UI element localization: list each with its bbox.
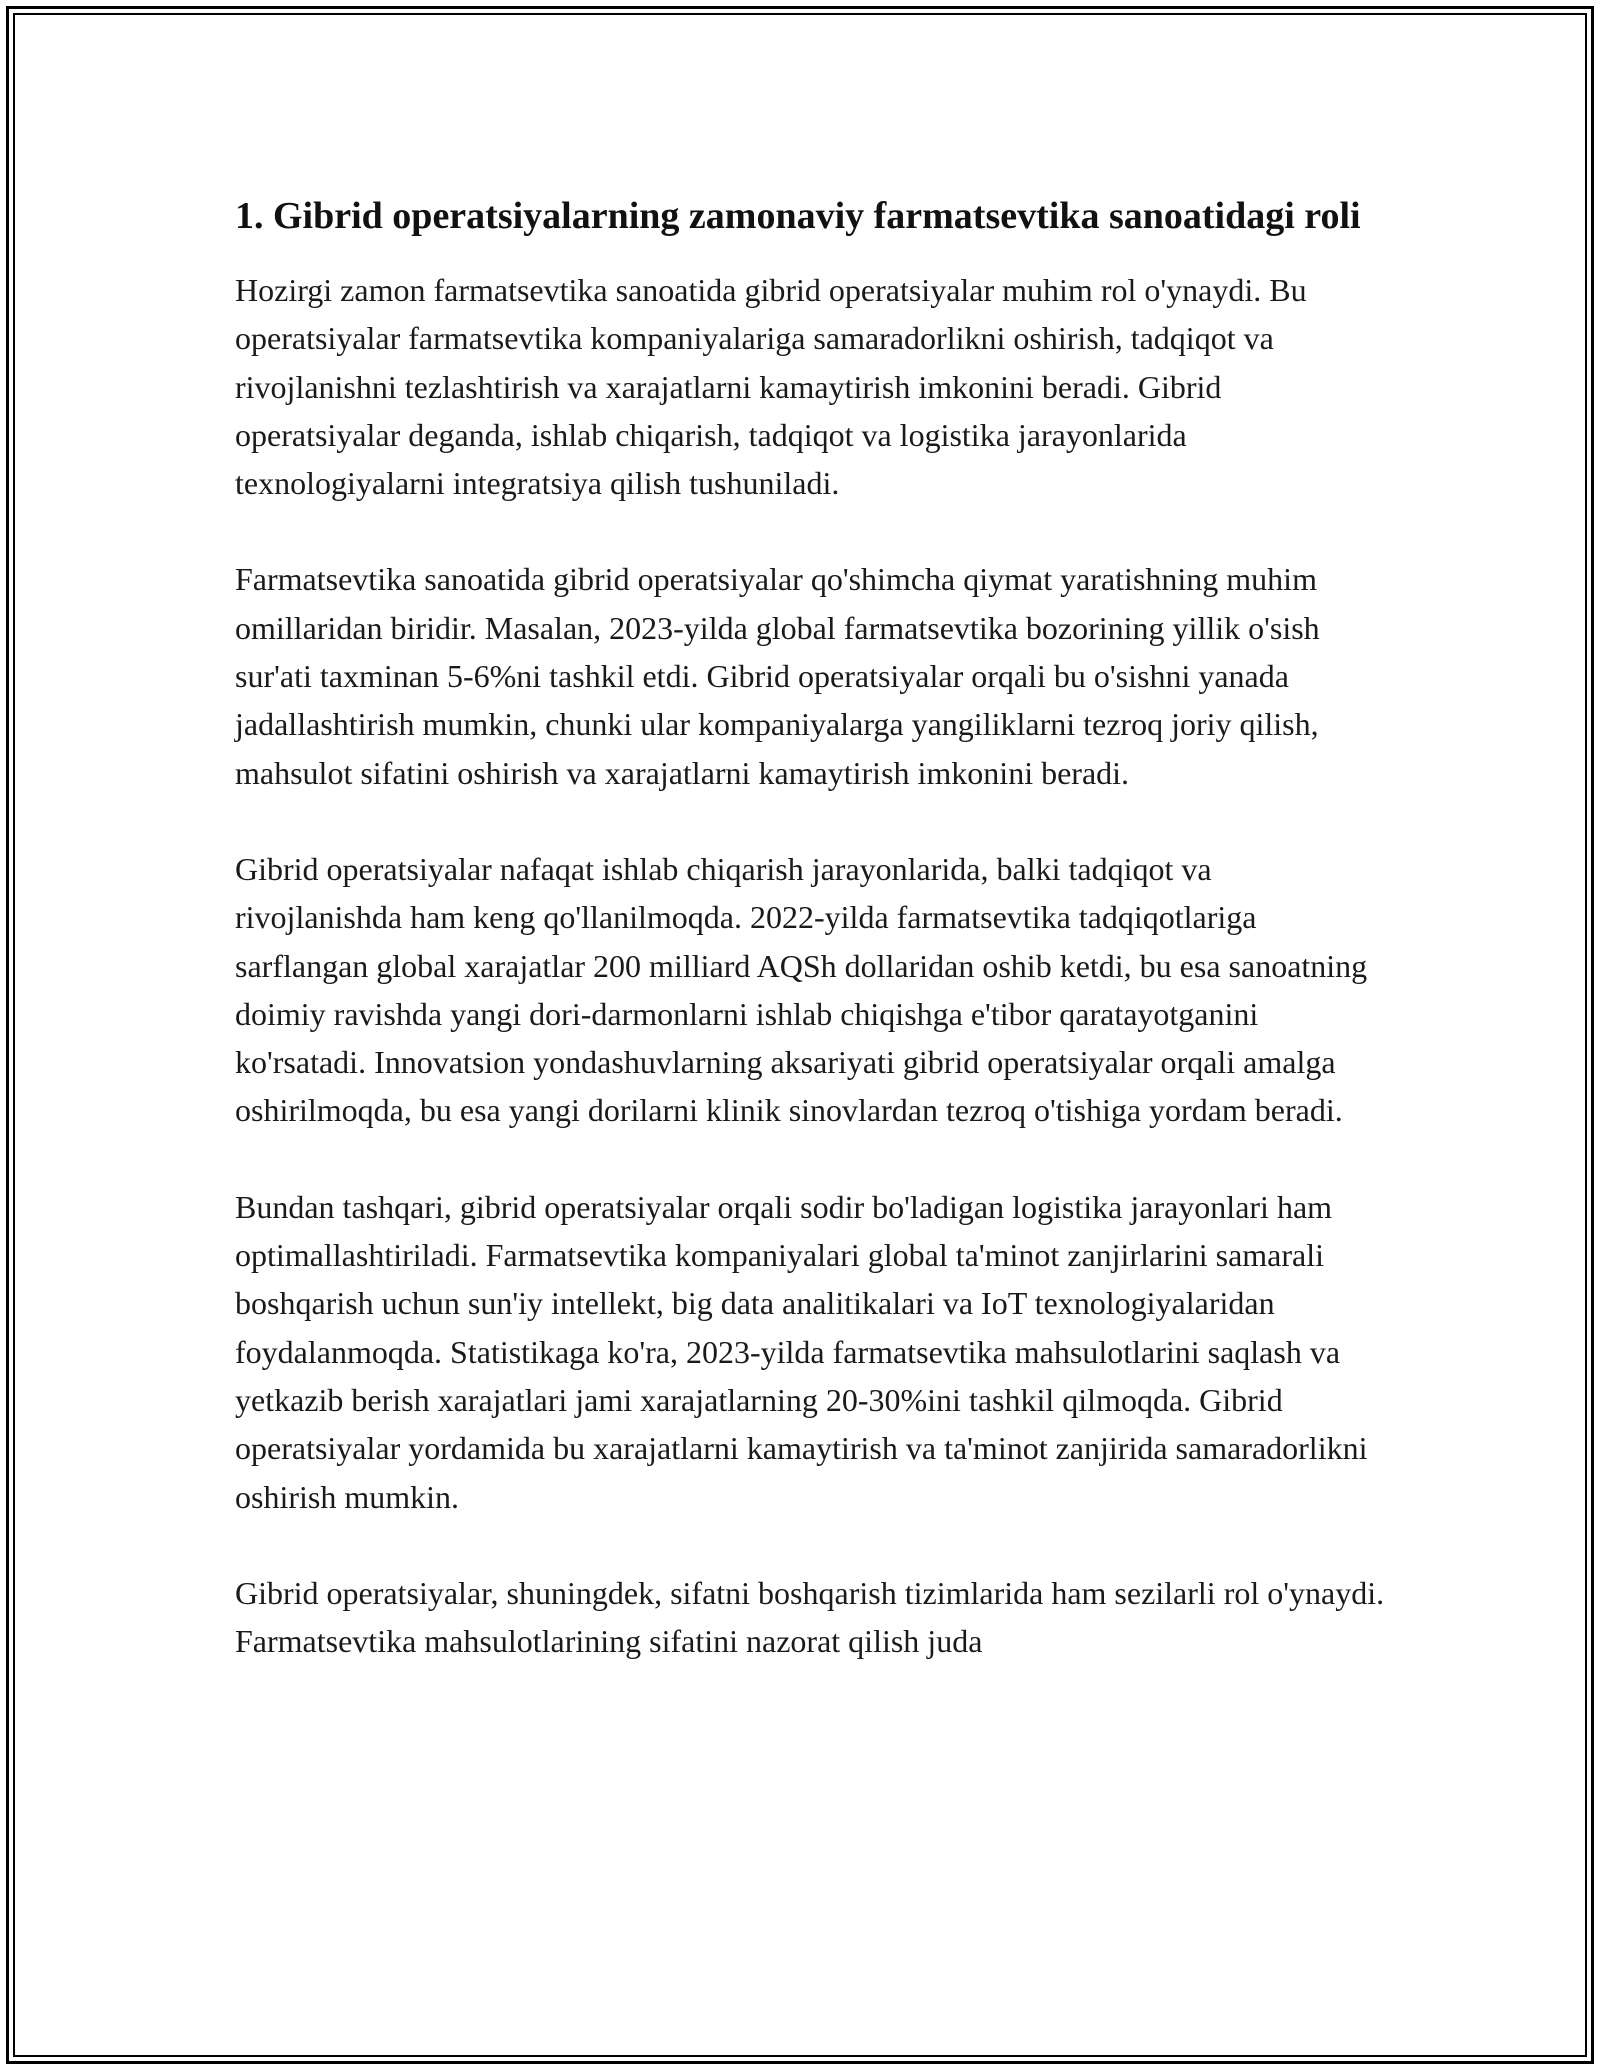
paragraph-5: Gibrid operatsiyalar, shuningdek, sifatni boshqarish tizimlarida ham sezilarli rol o'ynaydi. Farmatsevtika mahsulotlarining sifatini nazorat qilish juda <box>235 1574 1385 1660</box>
paragraph-3: Gibrid operatsiyalar nafaqat ishlab chiqarish jarayonlarida, balki tadqiqot va rivojlanishda ham keng qo'llanilmoqda. 2022-yilda farmatsevtika tadqiqotlariga sarflangan global xarajatlar 200 milliard AQSh dollaridan oshib ketdi, bu esa sanoatning doimiy ravishda yangi dori-darmonlarni ishlab chiqishga e'tibor qaratayotganini ko'rsatadi. Innovatsion yondashuvlarning aksariyati gibrid operatsiyalar orqali amalga oshirilmoqda, bu esa yangi dorilarni klinik sinovlardan tezroq o'tishiga yordam beradi. <box>235 850 1368 1129</box>
section-title: 1. Gibrid operatsiyalarning zamonaviy farmatsevtika sanoatidagi roli <box>235 195 1361 237</box>
paragraph-1: Hozirgi zamon farmatsevtika sanoatida gibrid operatsiyalar muhim rol o'ynaydi. Bu operatsiyalar farmatsevtika kompaniyalariga samaradorlikni oshirish, tadqiqot va rivojlanishni tezlashtirish va xarajatlarni kamaytirish imkonini beradi. Gibrid operatsiyalar deganda, ishlab chiqarish, tadqiqot va logistika jarayonlarida texnologiyalarni integratsiya qilish tushuniladi. <box>235 272 1307 502</box>
document-body <box>235 188 1385 1713</box>
paragraph-2: Farmatsevtika sanoatida gibrid operatsiyalar qo'shimcha qiymat yaratishning muhim omillaridan biridir. Masalan, 2023-yilda global farmatsevtika bozorining yillik o'sish sur'ati taxminan 5-6%ni tashkil etdi. Gibrid operatsiyalar orqali bu o'sishni yanada jadallashtirish mumkin, chunki ular kompaniyalarga yangiliklarni tezroq joriy qilish, mahsulot sifatini oshirish va xarajatlarni kamaytirish imkonini beradi. <box>235 561 1320 791</box>
paragraph-4: Bundan tashqari, gibrid operatsiyalar orqali sodir bo'ladigan logistika jarayonlari ham optimallashtiriladi. Farmatsevtika kompaniyalari global ta'minot zanjirlarini samarali boshqarish uchun sun'iy intellekt, big data analitikalari va IoT texnologiyalaridan foydalanmoqda. Statistikaga ko'ra, 2023-yilda farmatsevtika mahsulotlarini saqlash va yetkazib berish xarajatlari jami xarajatlarning 20-30%ini tashkil qilmoqda. Gibrid operatsiyalar yordamida bu xarajatlarni kamaytirish va ta'minot zanjirida samaradorlikni oshirish mumkin. <box>235 1188 1368 1515</box>
